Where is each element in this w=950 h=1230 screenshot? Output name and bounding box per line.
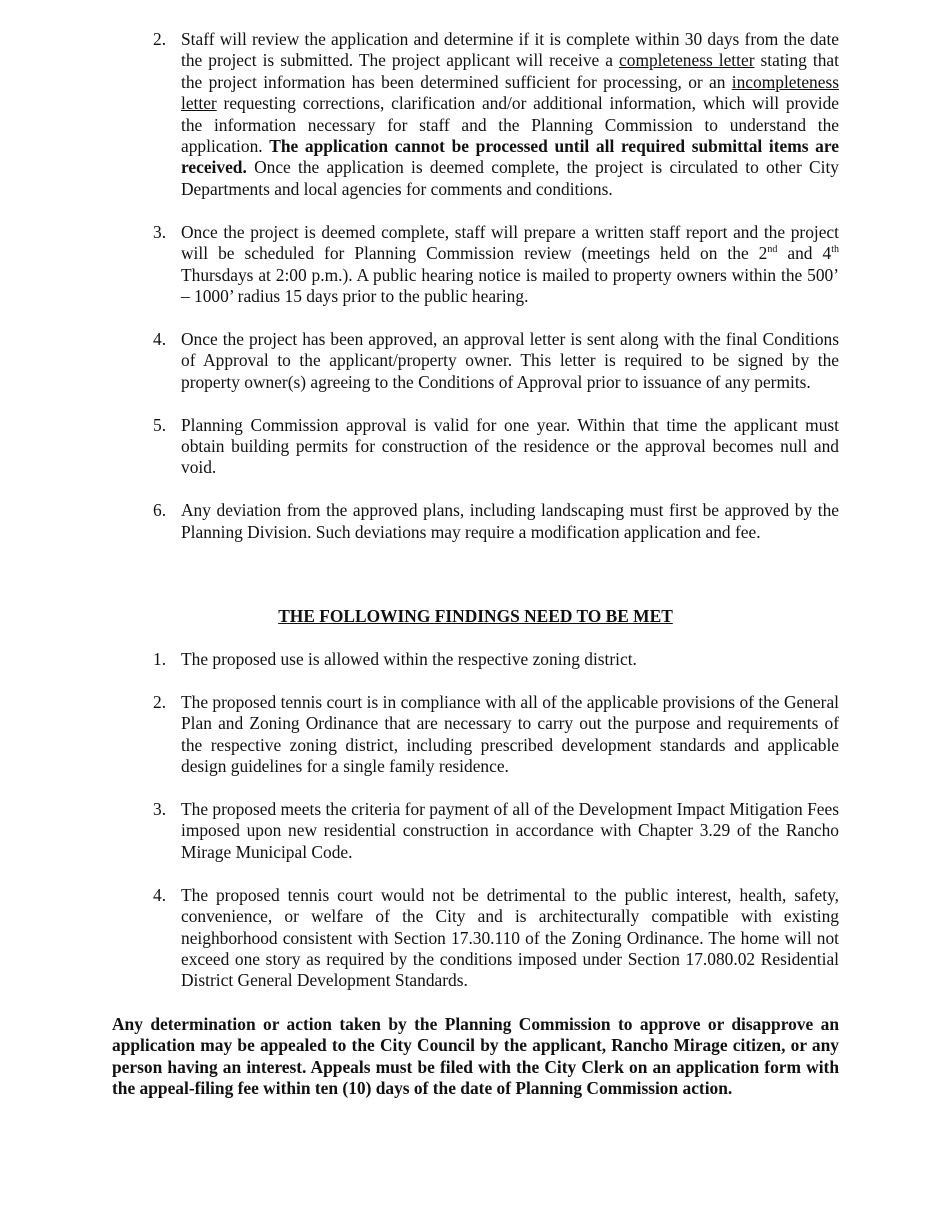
required-items-notice: The application cannot be processed until all required submittal items are received. — [181, 136, 839, 178]
item-number: 1. — [153, 649, 167, 669]
ordinal-suffix: th — [831, 244, 839, 256]
item-text: Any deviation from the approved plans, including landscaping must first be approved by the Planning Division. Such deviations may require a modification application and fee. — [181, 500, 839, 542]
item-number: 2. — [153, 691, 167, 712]
findings-heading: THE FOLLOWING FINDINGS NEED TO BE MET — [278, 606, 673, 626]
item-number: 4. — [153, 884, 167, 905]
ordinal-suffix: nd — [767, 244, 778, 256]
item-text: The proposed tennis court is in compliance with all of the applicable provisions of the General Plan and Zoning Ordinance that are necessary to carry out the purpose and requirements of the respective zoning district, including prescribed development standards and applicable design guidelines for a single family residence. — [181, 691, 839, 777]
appeal-notice: Any determination or action taken by the Planning Commission to approve or disapprove an application may be appealed to the City Council by the applicant, Rancho Mirage citizen, or any person having an interest. Appeals must be filed with the City Clerk on an application form with the appeal-filing fee within ten (10) days of the date of Planning Commission action. — [112, 1014, 839, 1099]
item-text: and 4 — [777, 243, 832, 264]
completeness-letter-term: completeness letter — [619, 50, 755, 71]
item-text: requesting corrections, clarification and/or additional information, which will provide the information necessary for staff and the Planning Commission to understand the application. — [181, 93, 839, 157]
item-text: The proposed use is allowed within the respective zoning district. — [181, 649, 637, 669]
item-text: Once the project is deemed complete, staff will prepare a written staff report and the project will be scheduled for Planning Commission review (meetings held on the 2 — [181, 221, 839, 264]
item-text: stating that the project information has been determined sufficient for processing, or an — [181, 50, 839, 92]
item-number: 6. — [153, 500, 167, 521]
item-number: 2. — [153, 29, 167, 49]
list-item — [153, 329, 839, 393]
list-item — [153, 29, 839, 200]
list-item — [153, 885, 839, 992]
list-item — [153, 649, 839, 670]
list-item — [153, 692, 839, 778]
findings-list — [153, 649, 839, 1013]
item-text: Once the application is deemed complete, the project is circulated to other City Departments and local agencies for comments and conditions. — [181, 157, 839, 199]
item-text: The proposed meets the criteria for payment of all of the Development Impact Mitigation Fees imposed upon new residential construction in accordance with Chapter 3.29 of the Rancho Mirage Municipal Code. — [181, 799, 839, 862]
list-item — [153, 222, 839, 308]
list-item — [153, 500, 839, 543]
item-number: 3. — [153, 221, 167, 242]
item-number: 5. — [153, 414, 167, 435]
item-text: Staff will review the application and determine if it is complete within 30 days from the date the project is submitted. The project applicant will receive a — [181, 29, 839, 71]
item-text: Thursdays at 2:00 p.m.). A public hearing notice is mailed to property owners within the 500’ – 1000’ radius 15 days prior to the public hearing. — [181, 264, 839, 306]
incompleteness-letter-term: incompleteness letter — [181, 71, 839, 114]
procedure-list — [153, 29, 839, 565]
item-text: The proposed tennis court would not be detrimental to the public interest, health, safety, convenience, or welfare of the City and is architecturally compatible with existing neighborhood consistent with Section 17.30.110 of the Zoning Ordinance. The home will not exceed one story as required by the conditions imposed under Section 17.080.02 Residential District General Development Standards. — [181, 884, 839, 991]
item-number: 3. — [153, 799, 167, 820]
list-item — [153, 799, 839, 863]
list-item — [153, 415, 839, 479]
item-number: 4. — [153, 328, 167, 349]
item-text: Once the project has been approved, an approval letter is sent along with the final Conditions of Approval to the applicant/property owner. This letter is required to be signed by the property owner(s) agreeing to the Conditions of Approval prior to issuance of any permits. — [181, 328, 839, 392]
item-text: Planning Commission approval is valid for one year. Within that time the applicant must obtain building permits for construction of the residence or the approval becomes null and void. — [181, 414, 839, 478]
